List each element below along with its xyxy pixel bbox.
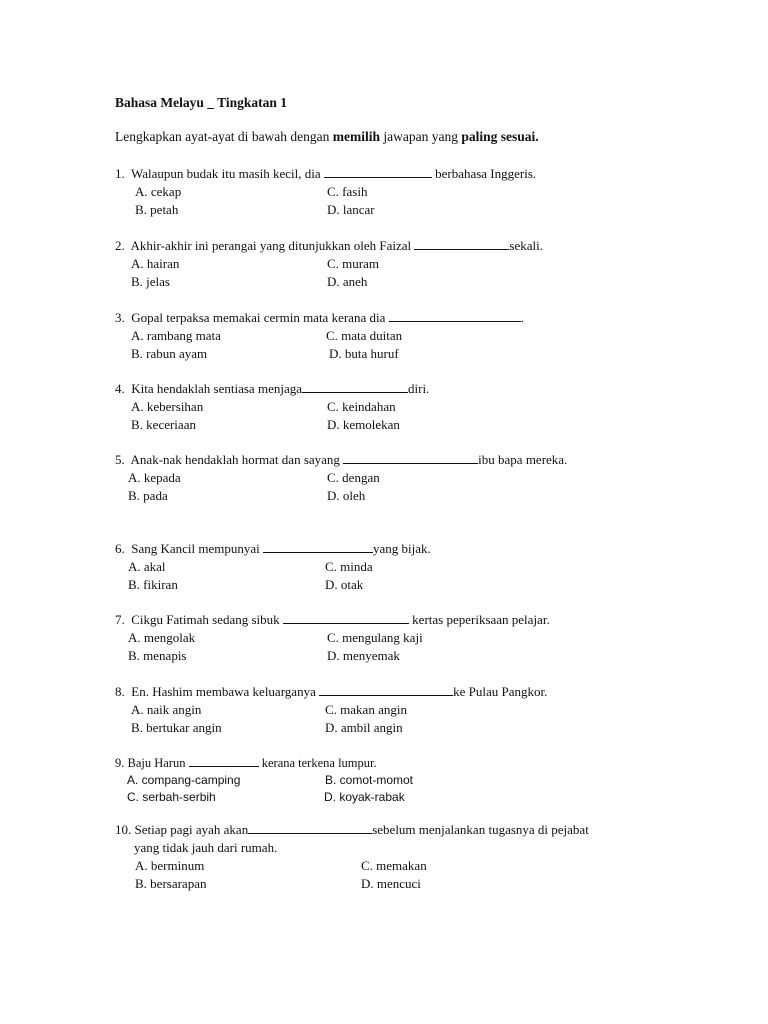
question-stem — [115, 237, 543, 255]
option-c[interactable]: C. minda — [325, 559, 373, 574]
option-b[interactable]: B. rabun ayam — [131, 346, 208, 361]
question-2 — [115, 237, 543, 289]
option-c[interactable]: C. memakan — [361, 858, 427, 873]
option-a[interactable]: A. kebersihan — [131, 399, 204, 414]
option-c[interactable]: C. mengulang kaji — [327, 630, 423, 645]
question-stem — [115, 754, 377, 772]
option-b[interactable]: B. comot-momot — [325, 773, 414, 787]
option-b[interactable]: B. jelas — [131, 274, 170, 289]
option-b[interactable]: B. petah — [135, 202, 179, 217]
instruction-middle: jawapan yang — [380, 129, 462, 144]
question-number: 9. — [115, 756, 125, 770]
option-d[interactable]: D. lancar — [327, 202, 375, 217]
answer-blank[interactable] — [389, 309, 521, 322]
option-b[interactable]: B. bersarapan — [135, 876, 207, 891]
question-number: 10. — [115, 822, 132, 837]
question-text-after: yang bijak. — [373, 541, 431, 556]
question-number: 7. — [115, 612, 125, 627]
question-text-before: Sang Kancil mempunyai — [131, 541, 264, 556]
question-stem — [115, 683, 547, 701]
option-d[interactable]: D. menyemak — [327, 648, 400, 663]
question-number: 6. — [115, 541, 125, 556]
option-d[interactable]: D. koyak-rabak — [324, 790, 405, 804]
option-d[interactable]: D. oleh — [327, 488, 366, 503]
question-text-after: kertas peperiksaan pelajar. — [408, 612, 550, 627]
option-a[interactable]: A. hairan — [131, 256, 180, 271]
worksheet-title: Bahasa Melayu _ Tingkatan 1 — [115, 95, 288, 110]
option-b[interactable]: B. keceriaan — [131, 417, 196, 432]
option-c[interactable]: C. keindahan — [327, 399, 396, 414]
question-number: 5. — [115, 452, 125, 467]
instruction-text — [115, 128, 539, 145]
option-c[interactable]: C. fasih — [327, 184, 368, 199]
option-c[interactable]: C. dengan — [327, 470, 380, 485]
option-b[interactable]: B. pada — [128, 488, 168, 503]
option-c[interactable]: C. makan angin — [325, 702, 407, 717]
question-stem — [115, 611, 550, 629]
option-a[interactable]: A. compang-camping — [127, 773, 241, 787]
option-a[interactable]: A. kepada — [128, 470, 181, 485]
question-stem — [115, 451, 567, 469]
option-d[interactable]: D. kemolekan — [327, 417, 400, 432]
option-b[interactable]: B. menapis — [128, 648, 187, 663]
question-stem — [115, 380, 429, 398]
question-4 — [115, 380, 430, 432]
question-text-after: diri. — [408, 381, 430, 396]
question-text-before: Setiap pagi ayah akan — [134, 822, 249, 837]
answer-blank[interactable] — [319, 683, 453, 696]
option-a[interactable]: A. cekap — [135, 184, 182, 199]
answer-blank[interactable] — [414, 237, 509, 250]
question-9 — [115, 754, 414, 804]
option-a[interactable]: A. rambang mata — [131, 328, 221, 343]
question-stem — [115, 540, 431, 558]
answer-blank[interactable] — [263, 540, 373, 553]
question-3 — [115, 309, 524, 361]
question-text-after: ibu bapa mereka. — [478, 452, 568, 467]
question-text-before: Akhir-akhir ini perangai yang ditunjukkan oleh Faizal — [130, 238, 415, 253]
answer-blank[interactable] — [302, 380, 408, 393]
answer-blank[interactable] — [189, 754, 259, 767]
question-6 — [115, 540, 431, 592]
question-stem — [115, 821, 589, 839]
question-text-before: Gopal terpaksa memakai cermin mata kerana dia — [131, 310, 389, 325]
question-text-after: kerana terkena lumpur. — [258, 756, 377, 770]
option-d[interactable]: D. otak — [325, 577, 364, 592]
question-8 — [115, 683, 548, 735]
option-d[interactable]: D. ambil angin — [325, 720, 403, 735]
option-c[interactable]: C. serbah-serbih — [127, 790, 216, 804]
question-text-before: Walaupun budak itu masih kecil, dia — [131, 166, 324, 181]
option-a[interactable]: A. akal — [128, 559, 166, 574]
question-number: 8. — [115, 684, 125, 699]
option-a[interactable]: A. mengolak — [128, 630, 196, 645]
question-text-after: . — [520, 310, 524, 325]
question-number: 4. — [115, 381, 125, 396]
question-text-before: Baju Harun — [127, 756, 189, 770]
instruction-bold-memilih: memilih — [332, 129, 381, 144]
option-d[interactable]: D. buta huruf — [329, 346, 399, 361]
question-number: 1. — [115, 166, 125, 181]
question-10 — [115, 821, 589, 891]
question-text-after: berbahasa Inggeris. — [431, 166, 537, 181]
question-5 — [115, 451, 568, 503]
question-stem — [115, 165, 536, 183]
question-stem-line-2: yang tidak jauh dari rumah. — [134, 840, 278, 855]
question-7 — [115, 611, 550, 663]
question-number: 2. — [115, 238, 125, 253]
question-text-before: Cikgu Fatimah sedang sibuk — [131, 612, 283, 627]
option-b[interactable]: B. fikiran — [128, 577, 178, 592]
option-a[interactable]: A. naik angin — [131, 702, 202, 717]
answer-blank[interactable] — [343, 451, 478, 464]
option-d[interactable]: D. aneh — [327, 274, 368, 289]
option-c[interactable]: C. muram — [327, 256, 379, 271]
answer-blank[interactable] — [283, 611, 409, 624]
option-c[interactable]: C. mata duitan — [326, 328, 403, 343]
question-text-after: ke Pulau Pangkor. — [453, 684, 548, 699]
question-text-after: sebelum menjalankan tugasnya di pejabat — [372, 822, 589, 837]
question-1 — [115, 165, 537, 217]
question-text-before: Kita hendaklah sentiasa menjaga — [131, 381, 302, 396]
answer-blank[interactable] — [324, 165, 432, 178]
option-d[interactable]: D. mencuci — [361, 876, 421, 891]
instruction-prefix: Lengkapkan ayat-ayat di bawah dengan — [115, 129, 333, 144]
option-b[interactable]: B. bertukar angin — [131, 720, 222, 735]
question-text-before: Anak-nak hendaklah hormat dan sayang — [130, 452, 344, 467]
answer-blank[interactable] — [248, 821, 372, 834]
question-text-after: sekali. — [509, 238, 543, 253]
question-text-before: En. Hashim membawa keluarganya — [131, 684, 320, 699]
question-stem — [115, 309, 524, 327]
instruction-bold-paling-sesuai: paling sesuai. — [461, 129, 539, 144]
question-number: 3. — [115, 310, 125, 325]
option-a[interactable]: A. berminum — [135, 858, 205, 873]
